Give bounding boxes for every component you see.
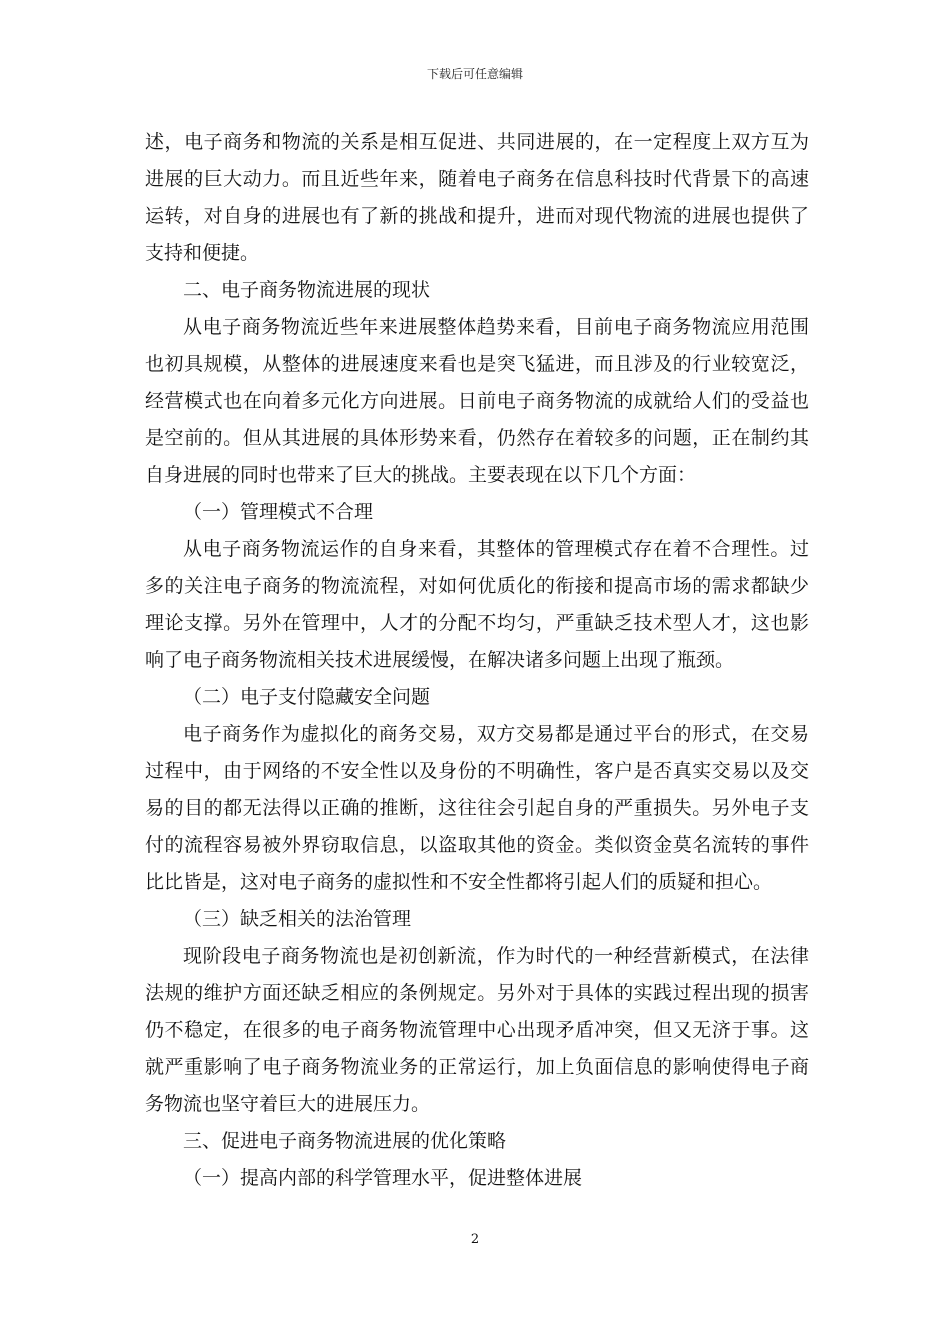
paragraph: 现阶段电子商务物流也是初创新流，作为时代的一种经营新模式，在法律法规的维护方面还缺乏相应的条例规定。另外对于具体的实践过程出现的损害仍不稳定，在很多的电子商务物流管理中心出现矛盾冲突，但又无济于事。这就严重影响了电子商务物流业务的正常运行，加上负面信息的影响使得电子商务物流也坚守着巨大的进展压力。 xyxy=(145,945,809,1115)
subheading-2-1: （一）管理模式不合理 xyxy=(183,501,374,523)
subheading-2-3: （三）缺乏相关的法治管理 xyxy=(183,908,412,930)
document-body xyxy=(145,124,809,1197)
subheading-2-2: （二）电子支付隐藏安全问题 xyxy=(183,686,431,708)
section-heading-2: 二、电子商务物流进展的现状 xyxy=(183,279,431,301)
paragraph: 从电子商务物流近些年来进展整体趋势来看，目前电子商务物流应用范围也初具规模，从整体的进展速度来看也是突飞猛进，而且涉及的行业较宽泛，经营模式也在向着多元化方向进展。日前电子商务物流的成就给人们的受益也是空前的。但从其进展的具体形势来看，仍然存在着较多的问题，正在制约其自身进展的同时也带来了巨大的挑战。主要表现在以下几个方面： xyxy=(145,316,809,486)
page-number: 2 xyxy=(470,1232,480,1247)
paragraph-continued: 述，电子商务和物流的关系是相互促进、共同进展的，在一定程度上双方互为进展的巨大动力。而且近些年来，随着电子商务在信息科技时代背景下的高速运转，对自身的进展也有了新的挑战和提升，进而对现代物流的进展也提供了支持和便捷。 xyxy=(145,131,809,264)
section-heading-3: 三、促进电子商务物流进展的优化策略 xyxy=(183,1130,507,1152)
paragraph: 电子商务作为虚拟化的商务交易，双方交易都是通过平台的形式，在交易过程中，由于网络的不安全性以及身份的不明确性，客户是否真实交易以及交易的目的都无法得以正确的推断，这往往会引起自身的严重损失。另外电子支付的流程容易被外界窃取信息，以盗取其他的资金。类似资金莫名流转的事件比比皆是，这对电子商务的虚拟性和不安全性都将引起人们的质疑和担心。 xyxy=(145,723,809,893)
page-header: 下载后可任意编辑 xyxy=(426,67,523,81)
subheading-3-1: （一）提高内部的科学管理水平，促进整体进展 xyxy=(183,1167,583,1189)
paragraph: 从电子商务物流运作的自身来看，其整体的管理模式存在着不合理性。过多的关注电子商务的物流流程，对如何优质化的衔接和提高市场的需求都缺少理论支撑。另外在管理中，人才的分配不均匀，严重缺乏技术型人才，这也影响了电子商务物流相关技术进展缓慢，在解决诸多问题上出现了瓶颈。 xyxy=(145,538,809,671)
